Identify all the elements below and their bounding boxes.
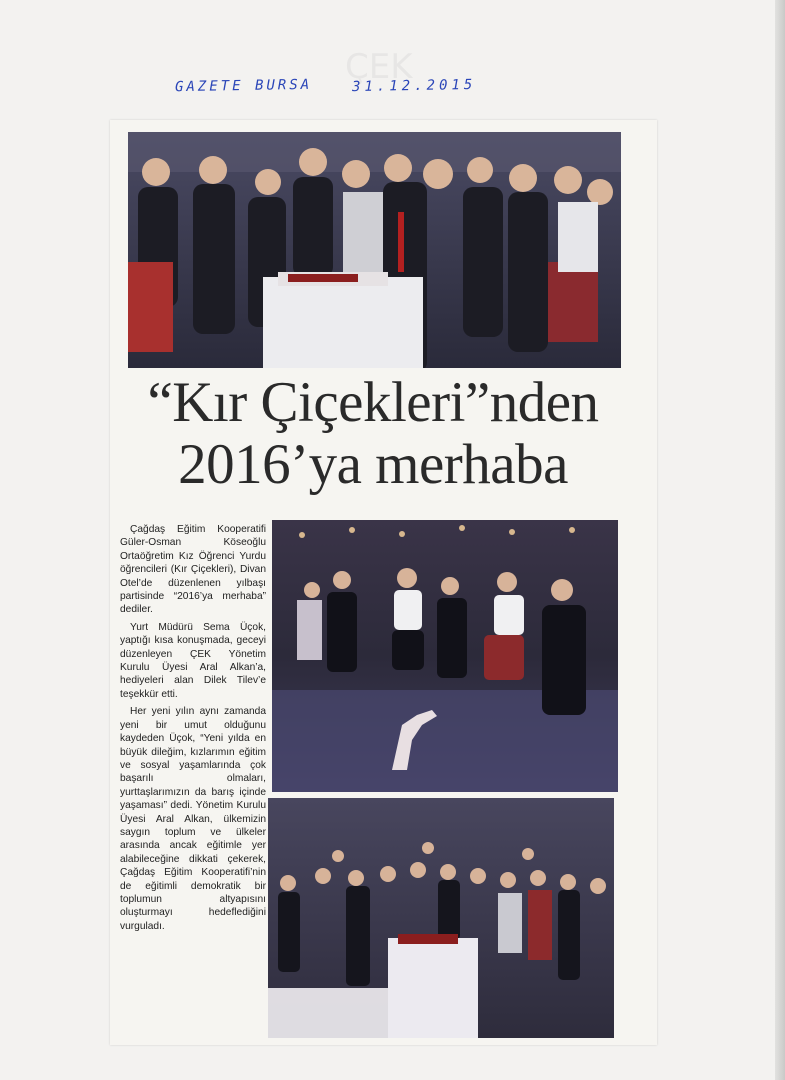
photo-group-with-cake [128,132,621,368]
article-paragraph: Yurt Müdürü Sema Üçok, yaptığı kısa konuşmada, geceyi düzenleyen ÇEK Yönetim Kurulu Üyesi Aral Alkan’a, hediyeleri alan Dilek Tilev’e teşekkür etti. [120,621,266,700]
article-paragraph: Her yeni yılın aynı zamanda yeni bir umut olduğunu kaydeden Üçok, “Yeni yılda en büyük dileğim, kızlarımın eğitim ve sosyal yaşamlarında çok başarılı olmaları, yurttaşlarımızın da barış içinde yaşaması” dedi. Yönetim Kurulu Üyesi Aral Alkan, ülkemizin saygın toplum ve ülkeler arasında ancak eğitimle yer alabileceğine dikkati çekerek, Çağdaş Eğitim Kooperatifi’nin de eğitimli demokratik bir toplumun altyapısını oluşturmayı hedeflediğini vurguladı. [120,706,266,932]
handwritten-source: GAZETE BURSA [174,76,313,96]
scan-edge [775,0,785,1080]
bleed-through-text [664,230,774,240]
svg-text:ÇEK: ÇEK [345,47,413,87]
article-body [120,523,266,937]
headline-line-2: 2016’ya merhaba [178,433,568,496]
headline [118,372,628,496]
headline-line-1: “Kır Çiçekleri”nden [147,371,599,434]
photo-dancing-girls [272,520,618,792]
article-paragraph: Çağdaş Eğitim Kooperatifi Güler-Osman Köseoğlu Ortaöğretim Kız Öğrenci Yurdu öğrencileri (Kır Çiçekleri), Divan Otel’de düzenlenen yılbaşı partisinde “2016’ya merhaba” dediler. [120,524,266,616]
handwritten-date: 31.12.2015 [351,76,477,96]
photo-crowd-with-cake [268,798,614,1038]
